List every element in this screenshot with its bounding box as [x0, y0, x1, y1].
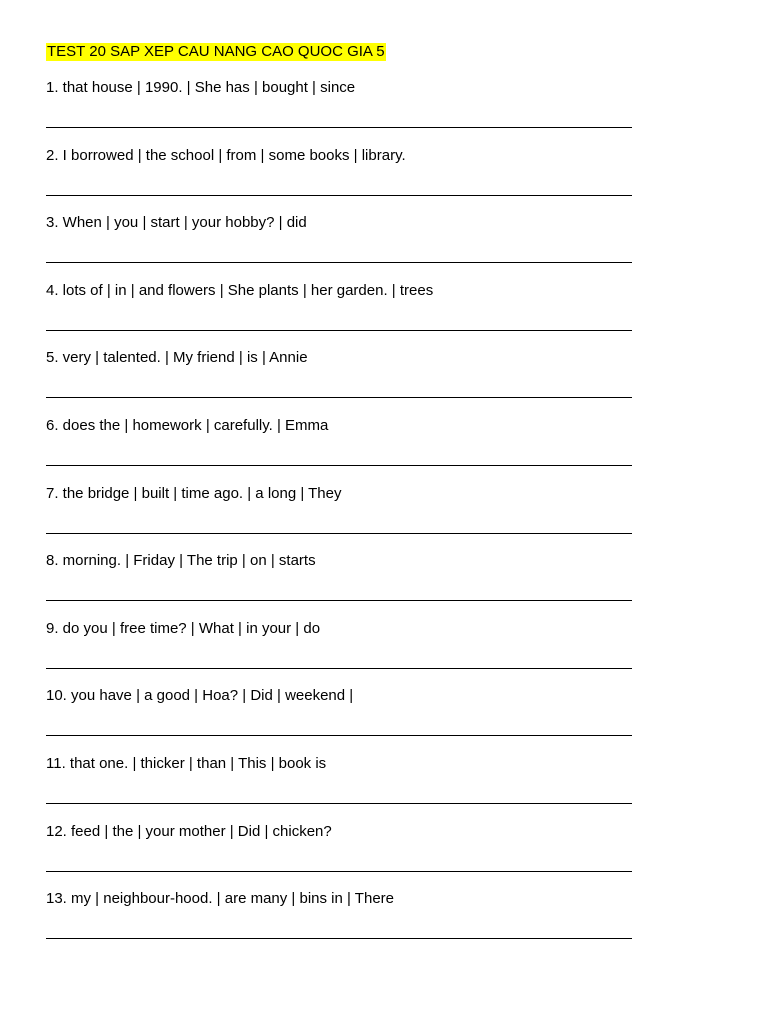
- question-item: [46, 79, 646, 147]
- question-item: [46, 485, 646, 553]
- question-item: [46, 620, 646, 688]
- question-prompt: 5. very | talented. | My friend | is | Annie: [46, 349, 308, 367]
- question-prompt: 12. feed | the | your mother | Did | chicken?: [46, 822, 332, 840]
- answer-line[interactable]: [46, 871, 632, 872]
- answer-line[interactable]: [46, 668, 632, 669]
- answer-line[interactable]: [46, 533, 632, 534]
- question-item: [46, 214, 646, 282]
- answer-line[interactable]: [46, 938, 632, 939]
- answer-line[interactable]: [46, 735, 632, 736]
- question-item: [46, 755, 646, 823]
- answer-line[interactable]: [46, 195, 632, 196]
- question-item: [46, 417, 646, 485]
- question-prompt: 13. my | neighbour-hood. | are many | bins in | There: [46, 890, 394, 908]
- question-item: [46, 890, 646, 958]
- question-prompt: 6. does the | homework | carefully. | Emma: [46, 416, 329, 434]
- question-item: [46, 552, 646, 620]
- question-prompt: 3. When | you | start | your hobby? | did: [46, 214, 307, 232]
- question-item: [46, 282, 646, 350]
- answer-line[interactable]: [46, 127, 632, 128]
- question-prompt: 4. lots of | in | and flowers | She plants | her garden. | trees: [46, 281, 434, 299]
- answer-line[interactable]: [46, 465, 632, 466]
- answer-line[interactable]: [46, 262, 632, 263]
- question-item: [46, 147, 646, 215]
- question-item: [46, 687, 646, 755]
- question-prompt: 9. do you | free time? | What | in your | do: [46, 619, 321, 637]
- answer-line[interactable]: [46, 330, 632, 331]
- answer-line[interactable]: [46, 397, 632, 398]
- question-item: [46, 349, 646, 417]
- question-prompt: 8. morning. | Friday | The trip | on | starts: [46, 552, 316, 570]
- question-prompt: 7. the bridge | built | time ago. | a long | They: [46, 484, 342, 502]
- question-item: [46, 823, 646, 891]
- worksheet-title: TEST 20 SAP XEP CAU NANG CAO QUOC GIA 5: [47, 43, 385, 60]
- question-prompt: 10. you have | a good | Hoa? | Did | weekend |: [46, 687, 354, 705]
- question-prompt: 1. that house | 1990. | She has | bought | since: [46, 79, 356, 96]
- question-prompt: 11. that one. | thicker | than | This | book is: [46, 754, 327, 772]
- answer-line[interactable]: [46, 803, 632, 804]
- question-list: [46, 79, 646, 958]
- question-prompt: 2. I borrowed | the school | from | some books | library.: [46, 146, 406, 164]
- answer-line[interactable]: [46, 600, 632, 601]
